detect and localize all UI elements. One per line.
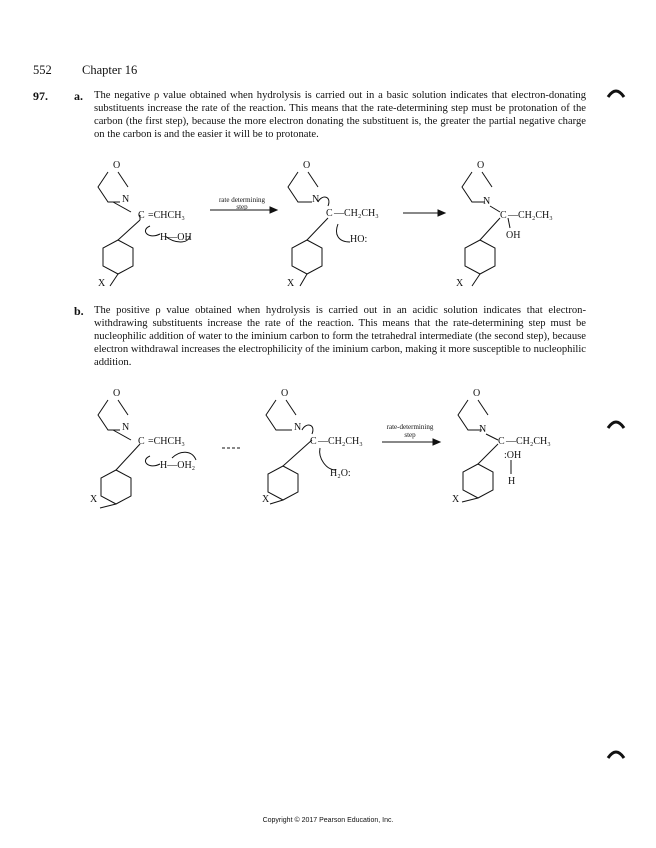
a-m2-hydroxide: HO: bbox=[350, 234, 368, 245]
b-m1-oxygen: O bbox=[113, 388, 121, 399]
b-arrow-label-1: rate-determining bbox=[386, 423, 434, 431]
question-number: 97. bbox=[33, 89, 48, 103]
a-m3-oxygen: O bbox=[477, 160, 485, 171]
b-m3-nitrogen: N bbox=[479, 424, 487, 435]
b-m1-carbon: C bbox=[138, 436, 145, 447]
reaction-scheme-b bbox=[0, 378, 656, 518]
a-m2-carbon: C bbox=[326, 208, 333, 219]
a-m2-oxygen: O bbox=[303, 160, 311, 171]
b-m2-nitrogen: N bbox=[294, 422, 302, 433]
part-b-label: b. bbox=[74, 304, 84, 318]
a-m2-x: X bbox=[287, 278, 295, 289]
b-m1-nitrogen: N bbox=[122, 422, 130, 433]
a-m1-nitrogen: N bbox=[122, 194, 130, 205]
a-m1-oxygen: O bbox=[113, 160, 121, 171]
b-m3-x: X bbox=[452, 494, 460, 505]
part-a-text: The negative ρ value obtained when hydrolysis is carried out in a basic solution indicates that electron-donating substituents increase the rate of the reaction. This means that the rate-determining step must be protonation of the carbon (the first step), because the more electron donating the substituent is, the greater the partial negative charge on the carbon is and the easier it will be to protonate. bbox=[94, 90, 586, 140]
b-m3-hydroxyl: :OH bbox=[504, 450, 522, 461]
page-number: 552 bbox=[33, 63, 52, 77]
a-m1-x: X bbox=[98, 278, 106, 289]
a-m2-nitrogen: N bbox=[312, 194, 320, 205]
a-arrow-label-1: rate determining bbox=[218, 196, 266, 204]
margin-mark-icon bbox=[606, 418, 626, 430]
a-m2-group: —CH₂CH₃ bbox=[334, 208, 379, 219]
b-arrow-label-2: step bbox=[404, 431, 416, 439]
b-m3-carbon: C bbox=[498, 436, 505, 447]
b-m2-x: X bbox=[262, 494, 270, 505]
margin-mark-icon bbox=[606, 87, 626, 99]
a-m3-x: X bbox=[456, 278, 464, 289]
a-m3-carbon: C bbox=[500, 210, 507, 221]
part-b-text: The positive ρ value obtained when hydrolysis is carried out in an acidic solution indicates that electron-withdrawing substituents increase the rate of the reaction. This means that the rate-determining step must be nucleophilic addition of water to the iminium carbon to form the tetrahedral intermediate (the second step), because electron withdrawal increases the electrophilicity of the iminium carbon, making it more susceptible to nucleophilic addition. bbox=[94, 305, 586, 368]
b-m3-oxygen: O bbox=[473, 388, 481, 399]
b-m2-oxygen: O bbox=[281, 388, 289, 399]
chapter-title: Chapter 16 bbox=[82, 63, 138, 77]
part-a-label: a. bbox=[74, 89, 83, 103]
b-m2-carbon: C bbox=[310, 436, 317, 447]
b-m3-hydrogen: H bbox=[508, 476, 516, 487]
a-m3-group: —CH₂CH₃ bbox=[508, 210, 553, 221]
a-m3-hydroxyl: OH bbox=[506, 230, 521, 241]
a-m3-nitrogen: N bbox=[483, 196, 491, 207]
reaction-scheme-a bbox=[0, 150, 656, 290]
b-m1-x: X bbox=[90, 494, 98, 505]
a-m1-carbon: C bbox=[138, 210, 145, 221]
a-m1-base: H—OH bbox=[160, 232, 192, 243]
margin-mark-icon bbox=[606, 748, 626, 760]
a-arrow-label-2: step bbox=[236, 203, 248, 211]
b-m2-water: H₂O: bbox=[330, 468, 351, 479]
b-m1-group: =CHCH₃ bbox=[148, 436, 185, 447]
b-m3-group: —CH₂CH₃ bbox=[506, 436, 551, 447]
b-m2-group: —CH₂CH₃ bbox=[318, 436, 363, 447]
copyright-footer: Copyright © 2017 Pearson Education, Inc. bbox=[262, 817, 394, 824]
b-m1-acid: H—OH₂ bbox=[160, 460, 196, 471]
a-m1-group: =CHCH₃ bbox=[148, 210, 185, 221]
